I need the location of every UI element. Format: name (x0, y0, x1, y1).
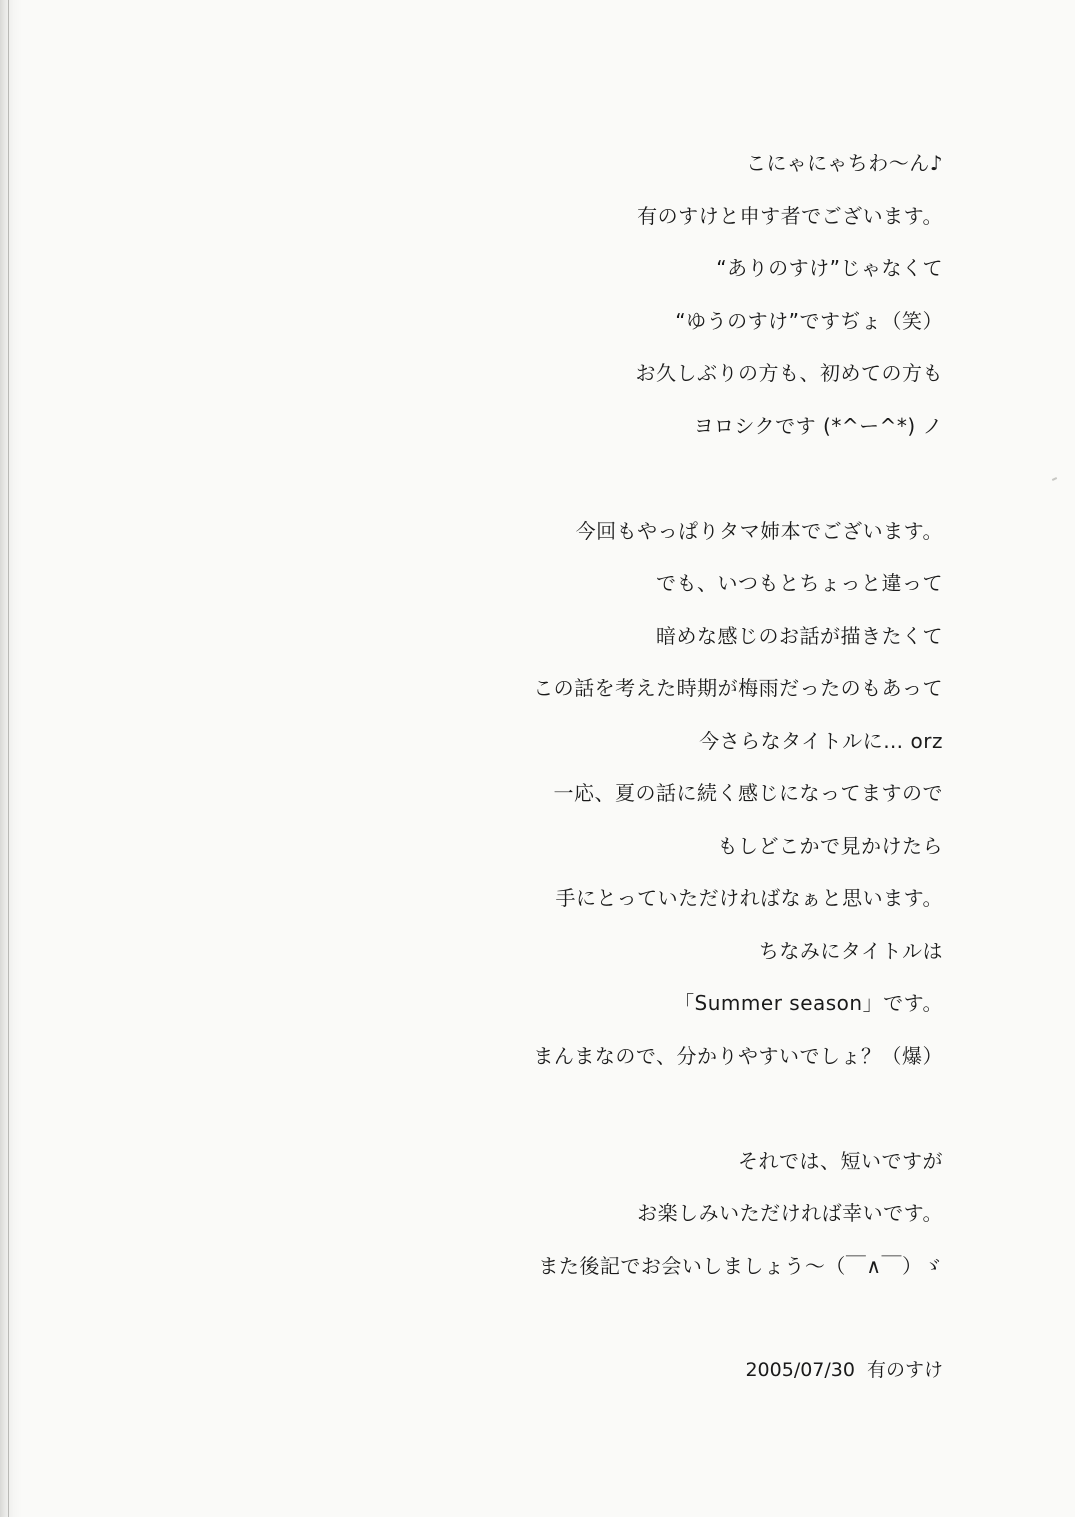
text-line: お楽しみいただければ幸いです。 (637, 1201, 943, 1225)
text-line: “ありのすけ”じゃなくて (716, 256, 943, 280)
text-line: また後記でお会いしましょう〜（￣∧￣）ゞ (538, 1253, 943, 1278)
paper-speck (1052, 477, 1057, 481)
binding-edge (0, 0, 22, 1517)
signature-date: 2005/07/30 (745, 1359, 855, 1381)
paragraph-gap (343, 465, 943, 518)
text-line: 暗めな感じのお話が描きたくて (656, 623, 943, 648)
greeting-text (343, 150, 943, 1305)
text-line: もしどこかで見かけたら (717, 833, 943, 858)
text-line: こにゃにゃちわ〜ん♪ (746, 151, 943, 175)
paragraph-gap (343, 1095, 943, 1148)
text-line: お久しぶりの方も、初めての方も (635, 361, 943, 385)
text-line: “ゆうのすけ”ですぢょ（笑） (675, 308, 943, 333)
text-line: 今回もやっぱりタマ姉本でございます。 (575, 518, 943, 543)
text-line: ヨロシクです (*^ー^*) ノ (693, 413, 943, 438)
signature (543, 1357, 943, 1383)
text-line: 今さらなタイトルに… orz (699, 728, 943, 753)
text-line: 有のすけと申す者でございます。 (637, 203, 943, 228)
text-line: ちなみにタイトルは (758, 938, 943, 963)
text-line: でも、いつもとちょっと違って (656, 571, 943, 595)
signature-name: 有のすけ (866, 1359, 943, 1381)
text-line: 「Summer season」です。 (674, 991, 943, 1015)
text-line: この話を考えた時期が梅雨だったのもあって (533, 676, 943, 700)
binding-line (8, 0, 9, 1517)
text-line: まんまなので、分かりやすいでしょ？（爆） (533, 1043, 943, 1068)
text-line: 手にとっていただければなぁと思います。 (555, 886, 943, 910)
text-line: 一応、夏の話に続く感じになってますので (553, 781, 943, 805)
text-line: それでは、短いですが (738, 1148, 943, 1173)
